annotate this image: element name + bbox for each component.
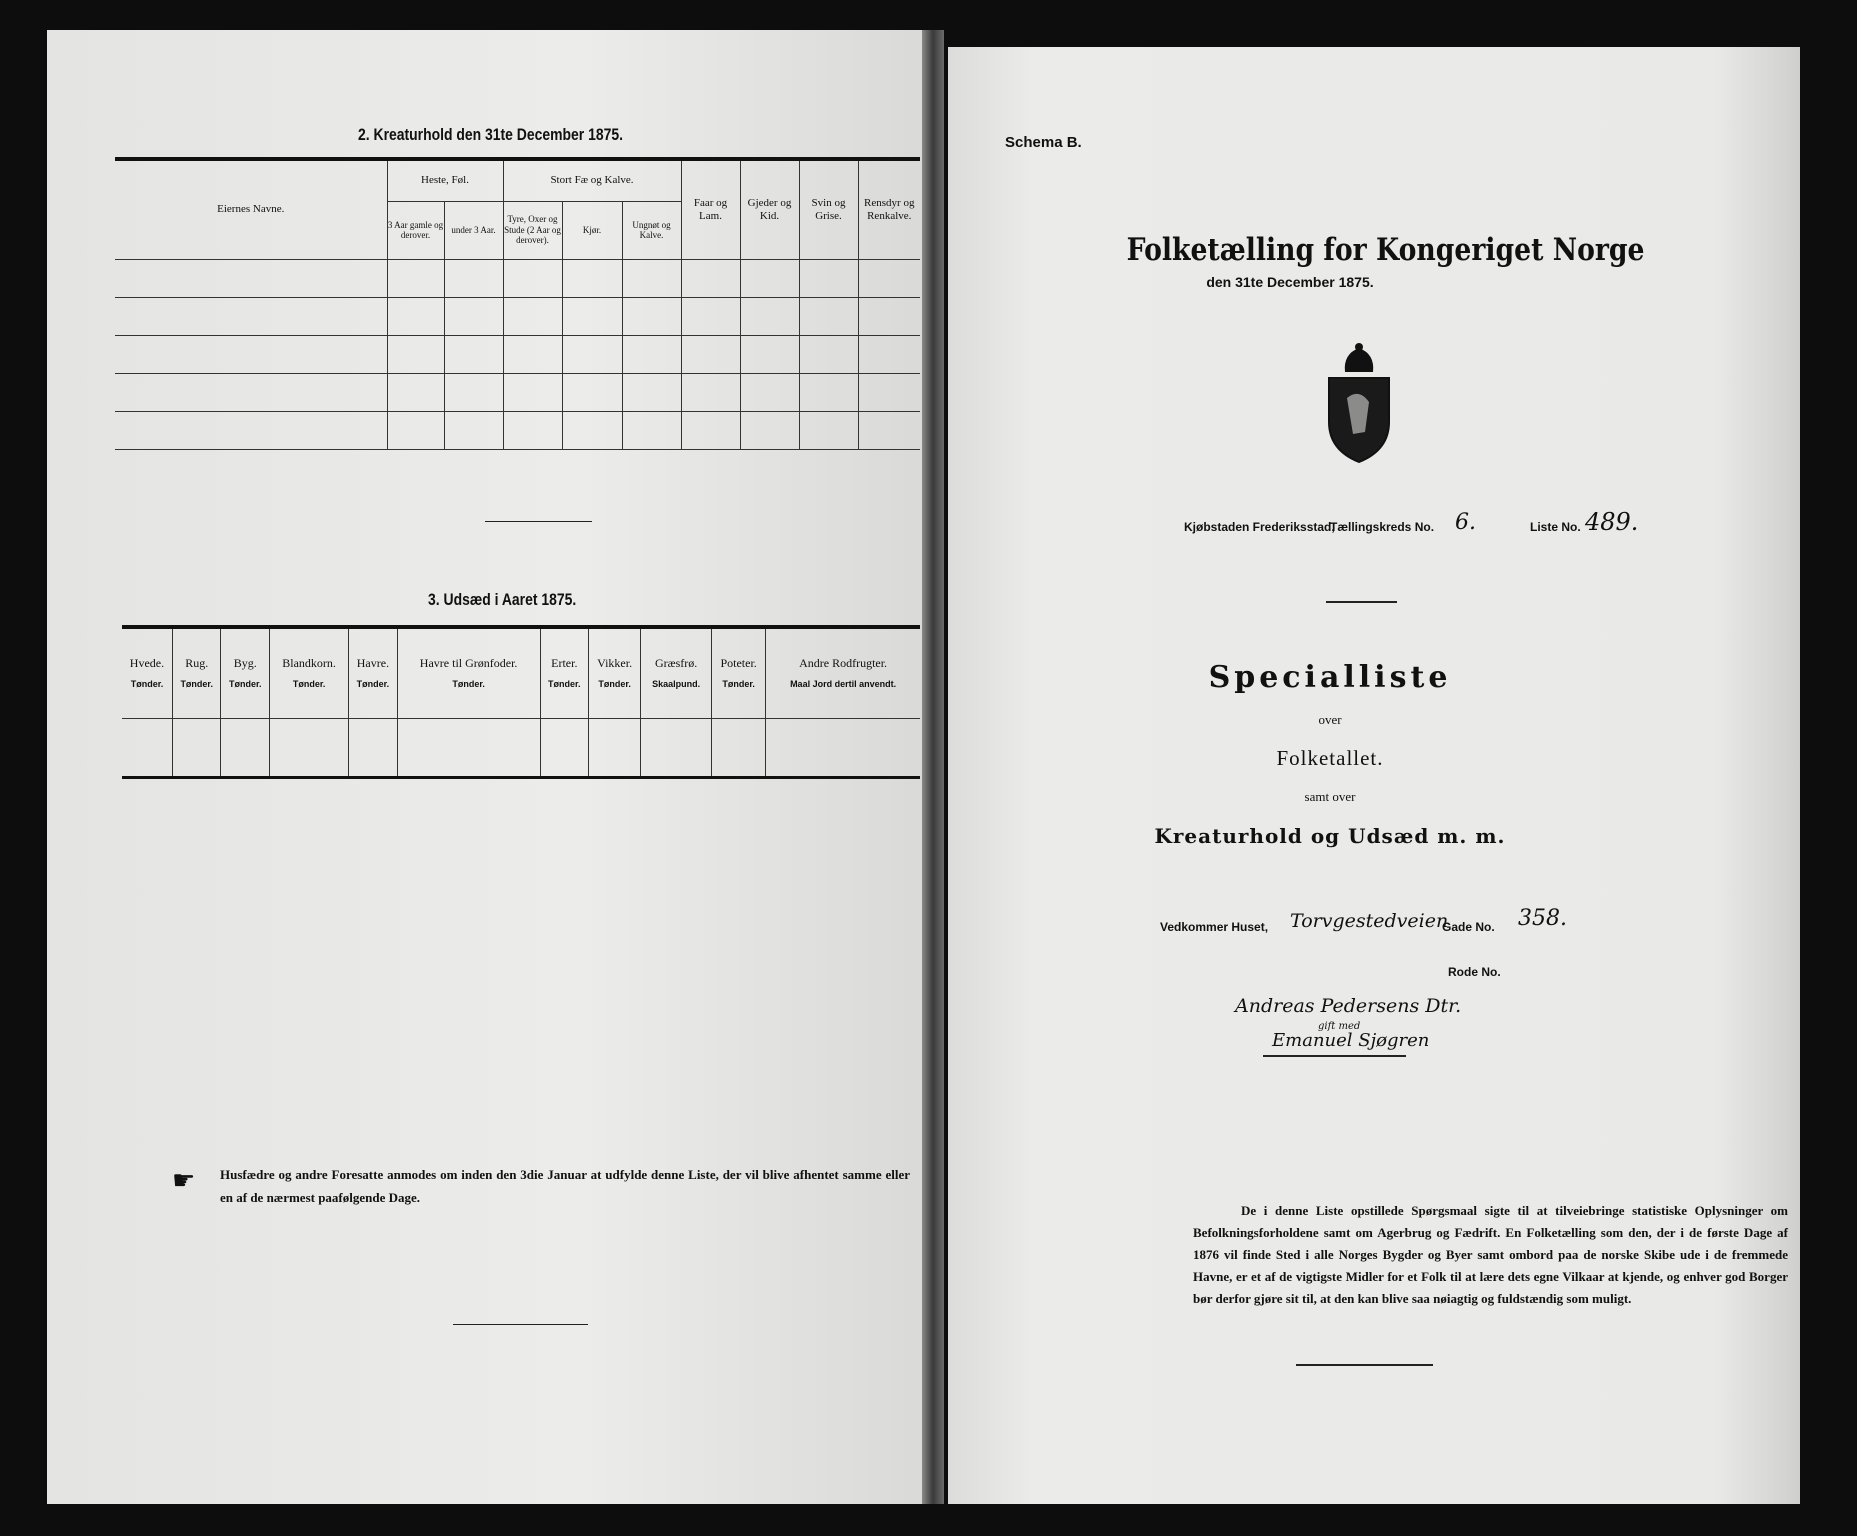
- crop-name: Blandkorn.: [282, 656, 336, 671]
- list-label: Liste No.: [1530, 520, 1581, 534]
- table-row: [115, 411, 920, 449]
- crop-unit: Tønder.: [292, 678, 326, 689]
- sowing-col-header: [712, 627, 766, 718]
- crop-name: Poteter.: [720, 656, 757, 671]
- rode-label: Rode No.: [1448, 965, 1501, 979]
- crop-unit: Tønder.: [228, 678, 262, 689]
- crop-unit: Tønder.: [130, 678, 164, 689]
- sowing-cell: [766, 718, 920, 777]
- bulls-header: Tyre, Oxer og Stude (2 Aar og derover).: [503, 201, 562, 259]
- samt-over-text: samt over: [1304, 789, 1356, 804]
- sowing-col-header: [172, 627, 221, 718]
- sowing-col-header: [540, 627, 589, 718]
- street-number-label: Gade No.: [1442, 920, 1495, 934]
- crop-name: Havre til Grønfoder.: [419, 656, 518, 671]
- crop-unit: Skaalpund.: [652, 678, 701, 689]
- signature-married: gift med: [1318, 1021, 1361, 1032]
- livestock-table: [115, 157, 920, 450]
- signature-owner: Andreas Pedersens Dtr.: [1235, 995, 1462, 1017]
- calves-header: Ungnøt og Kalve.: [622, 201, 681, 259]
- crop-unit: Tønder.: [452, 678, 485, 689]
- crop-unit: Tønder.: [548, 678, 581, 689]
- schema-label: Schema B.: [1005, 134, 1082, 151]
- horses-young-header: under 3 Aar.: [444, 201, 503, 259]
- sowing-cell: [270, 718, 349, 777]
- crop-name: Havre.: [356, 656, 390, 671]
- signature-underline: [1263, 1055, 1406, 1057]
- sowing-cell: [641, 718, 712, 777]
- crop-unit: Tønder.: [180, 678, 213, 689]
- sowing-cell: [712, 718, 766, 777]
- notice-text: Husfædre og andre Foresatte anmodes om inden den 3die Januar at udfylde denne Liste, der vil blive afhentet samme eller en af de nærmest paafølgende Dage.: [220, 1167, 910, 1205]
- sowing-col-header: [641, 627, 712, 718]
- pointing-hand-icon: ☛: [172, 1166, 196, 1195]
- sowing-col-header: [221, 627, 270, 718]
- crop-unit: Tønder.: [722, 678, 755, 689]
- section2-title: 2. Kreaturhold den 31te December 1875.: [358, 125, 623, 144]
- sowing-cell: [349, 718, 398, 777]
- crop-name: Græsfrø.: [654, 656, 698, 671]
- cattle-header: Stort Fæ og Kalve.: [503, 159, 681, 201]
- book-spine: [922, 30, 944, 1504]
- street-name: Torvgestedveien: [1290, 910, 1449, 932]
- sowing-cell: [221, 718, 270, 777]
- table-row: [115, 297, 920, 335]
- crop-unit: Tønder.: [356, 678, 390, 689]
- pigs-header: Svin og Grise.: [799, 159, 858, 259]
- divider: [453, 1324, 588, 1325]
- sowing-cell: [589, 718, 641, 777]
- sowing-cell: [122, 718, 172, 777]
- divider: [1296, 1364, 1433, 1366]
- coat-of-arms-icon: [1323, 342, 1395, 466]
- sowing-col-header: [397, 627, 540, 718]
- crop-name: Andre Rodfrugter.: [799, 656, 888, 671]
- sowing-col-header: [122, 627, 172, 718]
- crop-name: Erter.: [551, 656, 578, 671]
- table-row: [115, 335, 920, 373]
- table-row: [115, 259, 920, 297]
- owner-header: Eiernes Navne.: [115, 159, 387, 259]
- district-number: 6.: [1455, 510, 1476, 535]
- horses-adult-header: 3 Aar gamle og derover.: [387, 201, 444, 259]
- divider: [485, 521, 592, 522]
- sowing-col-header: [349, 627, 398, 718]
- crop-unit: Tønder.: [598, 678, 631, 689]
- table-row: [115, 373, 920, 411]
- sowing-col-header: [589, 627, 641, 718]
- specialliste-heading: Specialliste: [1208, 660, 1452, 695]
- crop-name: Vikker.: [597, 656, 633, 671]
- section3-title: 3. Udsæd i Aaret 1875.: [428, 590, 577, 609]
- sowing-table: [122, 625, 920, 779]
- sowing-cell: [540, 718, 589, 777]
- crop-name: Rug.: [185, 656, 209, 671]
- reindeer-header: Rensdyr og Renkalve.: [858, 159, 920, 259]
- intro-paragraph: De i denne Liste opstillede Spørgsmaal sigte til at tilveiebringe statistiske Oplysninger om Befolkningsforholdene samt om Agerbrug og Fædrift. En Folketælling som den, der i de første Dage af 1876 vil finde Sted i alle Norges Bygder og Byer samt ombord paa de norske Skibe ude i de fremmede Havne, er et af de vigtigste Midler for et Folk til at lære dets egne Vilkaar at kjende, og enhver god Borger bør derfor gjøre sit til, at den kan blive saa nøiagtig og fuldstændig som muligt.: [1193, 1203, 1788, 1306]
- house-label: Vedkommer Huset,: [1160, 920, 1269, 934]
- census-title: Folketælling for Kongeriget Norge: [1126, 232, 1645, 268]
- cows-header: Kjør.: [562, 201, 622, 259]
- divider: [1326, 601, 1397, 603]
- over-text: over: [1318, 712, 1342, 727]
- kreaturhold-text: Kreaturhold og Udsæd m. m.: [1154, 824, 1506, 848]
- sowing-cell: [172, 718, 221, 777]
- crop-name: Byg.: [233, 656, 257, 671]
- district-label: Tællingskreds No.: [1330, 520, 1435, 534]
- street-number: 358.: [1518, 906, 1567, 931]
- horses-header: Heste, Føl.: [387, 159, 503, 201]
- crop-name: Hvede.: [129, 656, 165, 671]
- list-number: 489.: [1585, 508, 1639, 536]
- signature-husband: Emanuel Sjøgren: [1272, 1030, 1430, 1051]
- sowing-col-header: [270, 627, 349, 718]
- sowing-col-header: [766, 627, 920, 718]
- sheep-header: Faar og Lam.: [681, 159, 740, 259]
- town-label: Kjøbstaden Frederiksstad,: [1184, 520, 1335, 534]
- folketallet-text: Folketallet.: [1276, 746, 1384, 770]
- census-date: den 31te December 1875.: [1206, 274, 1374, 290]
- goats-header: Gjeder og Kid.: [740, 159, 799, 259]
- crop-unit: Maal Jord dertil anvendt.: [790, 678, 897, 689]
- sowing-cell: [397, 718, 540, 777]
